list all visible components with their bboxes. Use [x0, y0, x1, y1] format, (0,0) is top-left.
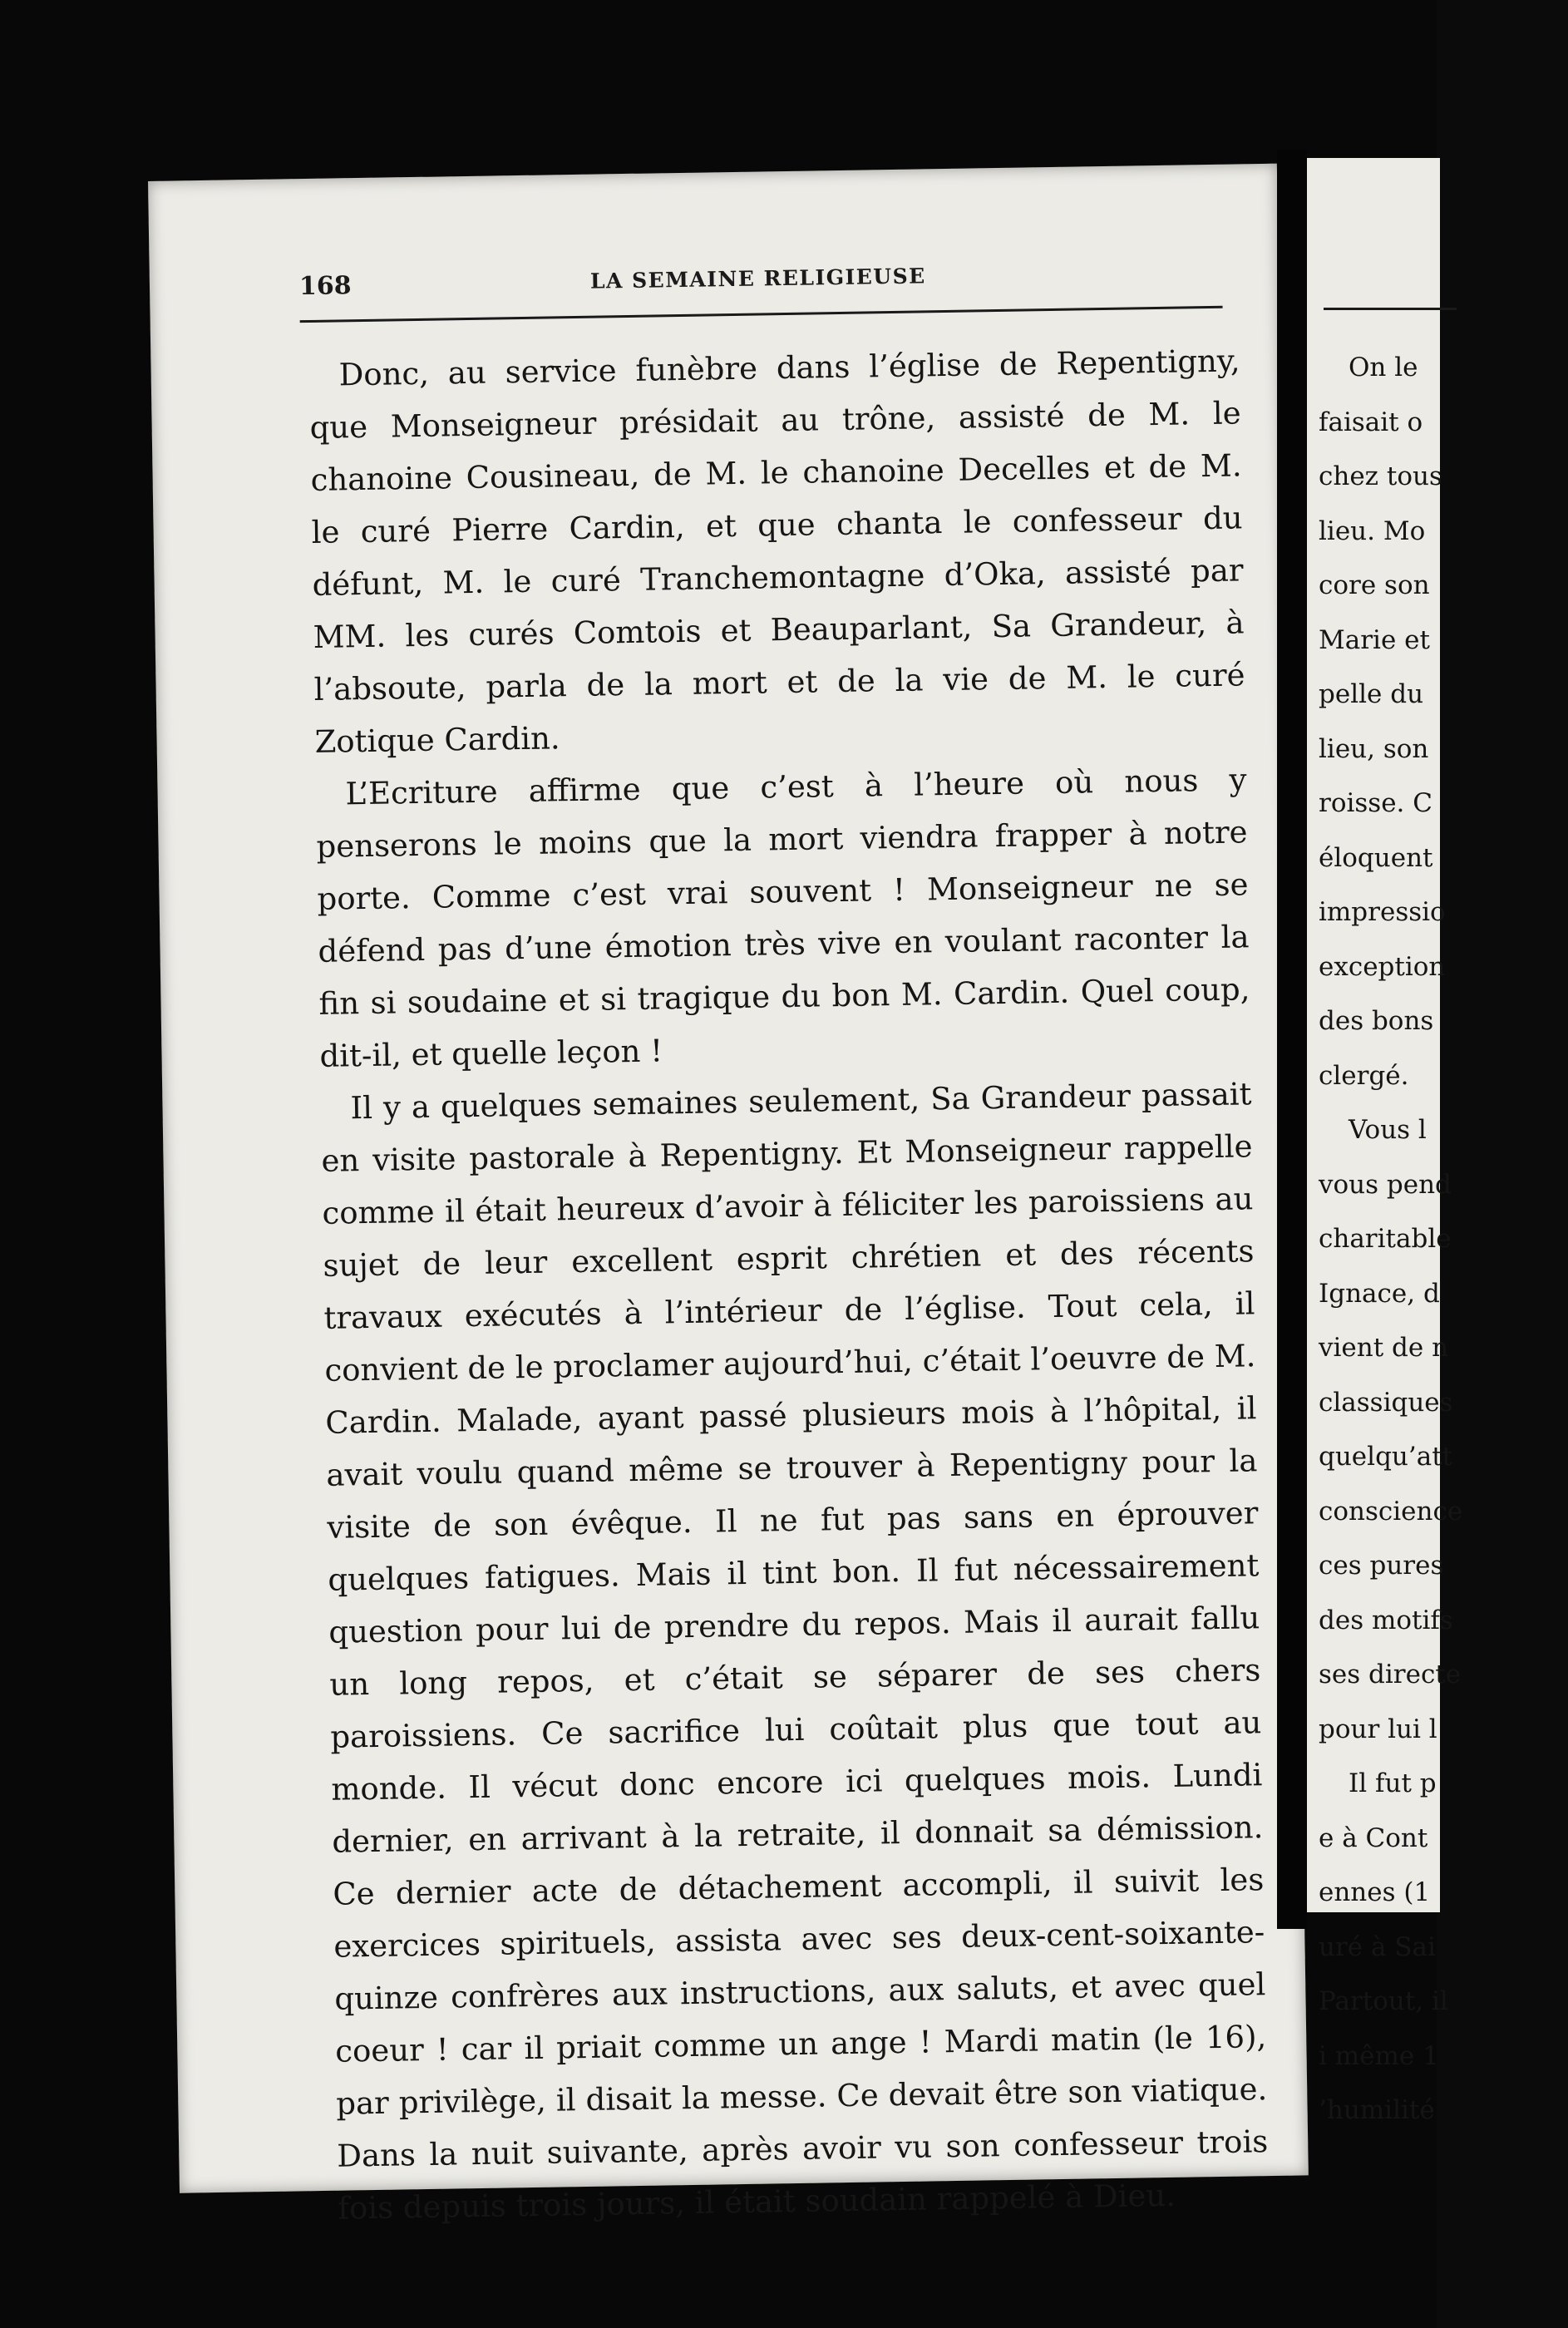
facing-line: éloquent	[1319, 842, 1433, 873]
facing-line: i même 1	[1319, 2040, 1439, 2071]
facing-line: vous pend	[1319, 1169, 1452, 1200]
facing-line: quelqu’att	[1319, 1442, 1453, 1472]
facing-line: clergé.	[1319, 1060, 1409, 1091]
facing-line: pelle du	[1319, 679, 1424, 709]
facing-line: lieu. Mo	[1319, 515, 1426, 546]
facing-line: chez tous	[1319, 461, 1442, 491]
facing-line: ses directe	[1319, 1660, 1462, 1689]
facing-line: ces pures	[1319, 1551, 1444, 1581]
facing-header-rule	[1324, 308, 1457, 310]
facing-line: exception	[1319, 951, 1446, 982]
facing-line: impressio	[1319, 897, 1446, 927]
facing-line: conscience	[1319, 1496, 1463, 1527]
facing-line: roisse. C	[1319, 788, 1432, 818]
paragraph: Donc, au service funèbre dans l’église de Repentigny, que Monseigneur présidait au trône, assisté de M. le chanoine Cousineau, de M. le chanoine Decelles et de M. le curé Pierre Cardin, et que chanta le confesseur du défunt, M. le curé Tranchemontagne d’Oka, assisté par MM. les curés Comtois et Beauparlant, Sa Grandeur, à l’absoute, parla de la mort et de la vie de M. le curé Zotique Cardin.	[309, 343, 1245, 760]
facing-line: pour lui l	[1319, 1714, 1437, 1744]
facing-line: faisait o	[1319, 407, 1423, 437]
facing-line: Partout, il	[1319, 1986, 1448, 2016]
facing-line: Marie et	[1319, 624, 1430, 655]
facing-line: charitable	[1319, 1224, 1452, 1254]
facing-line: uré à Sai	[1319, 1931, 1436, 1962]
facing-line: core son	[1319, 570, 1430, 600]
facing-line: classiques	[1319, 1387, 1453, 1418]
facing-line: des motifs	[1319, 1605, 1453, 1635]
facing-line: e à Cont	[1319, 1822, 1428, 1853]
facing-page-edge	[1307, 158, 1463, 2125]
paragraph: Il y a quelques semaines seulement, Sa Grandeur passait en visite pastorale à Repentigny. Et Monseigneur rappelle comme il était heureux d’avoir à féliciter les paroissiens au sujet de leur excellent esprit chrétien et des récents travaux exécutés à l’intérieur de l’église. Tout cela, il convient de le proclamer aujourd’hui, c’était l’oeuvre de M. Cardin. Malade, ayant passé plusieurs mois à l’hôpital, il avait voulu quand même se trouver à Repentigny pour la visite de son évêque. Il ne fut pas sans en éprouver quelques fatigues. Mais il tint bon. Il fut nécessairement question pour lui de prendre du repos. Mais il aurait fallu un long repos, et c’était se séparer de ses chers paroissiens. Ce sacrifice lui coûtait plus que tout au monde. Il vécut donc encore ici quelques mois. Lundi dernier, en arrivant à la retraite, il donnait sa démission. Ce dernier acte de détachement accompli, il suivit les exercices spirituels, assista avec ses deux-cent-soixante-quinze confrères aux instructions, aux saluts, et avec quel coeur ! car il priait comme un ange ! Mardi matin (le 16), par privilège, il disait la messe. Ce devait être son viatique. Dans la nuit suivante, après avoir vu son confesseur trois fois depuis trois jours, il était soudain rappelé à Dieu.	[321, 1076, 1269, 2227]
facing-line: des bons	[1319, 1006, 1434, 1036]
book-gutter	[1277, 150, 1307, 1929]
running-head: LA SEMAINE RELIGIEUSE	[589, 264, 926, 293]
paragraph: L’Ecriture affirme que c’est à l’heure où nous y penserons le moins que la mort viendra frapper à notre porte. Comme c’est vrai souvent ! Monseigneur ne se défend pas d’une émotion très vive en voulant raconter la fin si soudaine et si tragique du bon M. Cardin. Quel coup, dit-il, et quelle leçon !	[316, 762, 1250, 1074]
facing-line: ’humilité	[1319, 2095, 1435, 2125]
page-number: 168	[298, 271, 352, 302]
header-rule	[300, 306, 1223, 323]
facing-line: vient de n	[1319, 1333, 1449, 1363]
book-page	[148, 164, 1309, 2227]
facing-line: On le	[1349, 353, 1418, 382]
facing-line: Ignace, d	[1319, 1278, 1440, 1309]
facing-line: Il fut p	[1349, 1768, 1437, 1798]
facing-line: Vous l	[1349, 1115, 1427, 1145]
facing-line: lieu, son	[1319, 733, 1429, 764]
body-text	[308, 334, 1269, 2234]
facing-line: ennes (1	[1319, 1877, 1431, 1907]
facing-page-text	[1319, 341, 1568, 2138]
